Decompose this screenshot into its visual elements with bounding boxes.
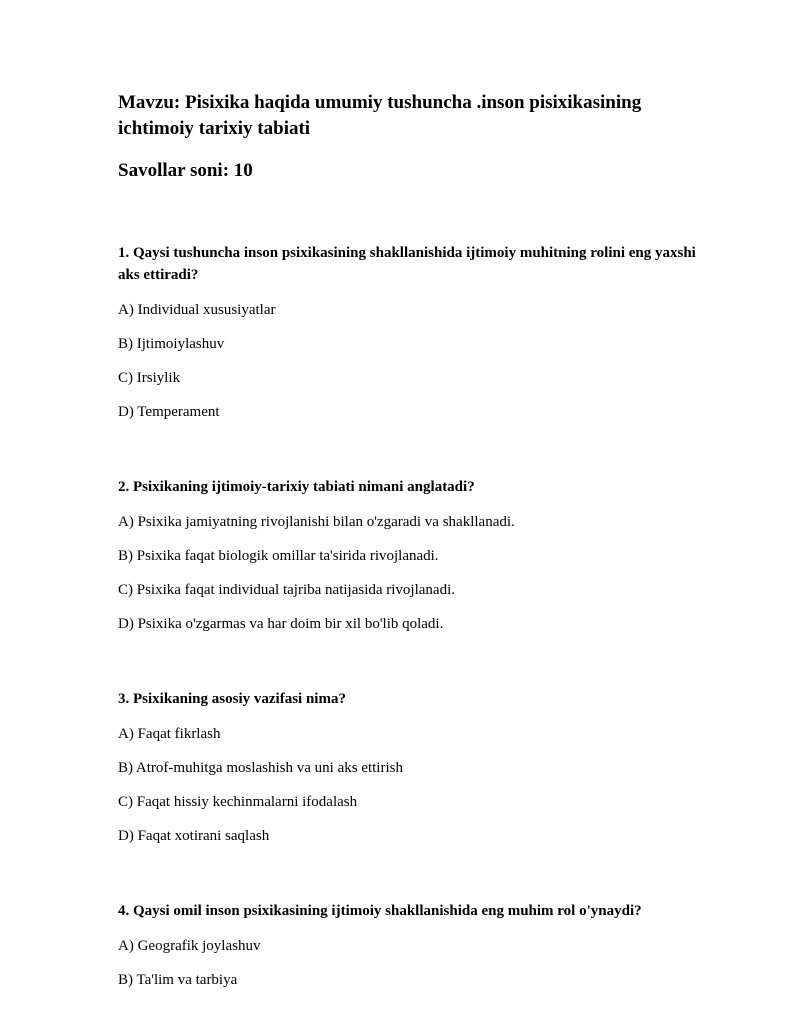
answer-option: D) Faqat xotirani saqlash	[118, 828, 270, 844]
answer-option: A) Faqat fikrlash	[118, 726, 221, 742]
answer-option: B) Ta'lim va tarbiya	[118, 972, 238, 988]
option-list	[118, 936, 718, 990]
question-text: 1. Qaysi tushuncha inson psixikasining shakllanishida ijtimoiy muhitning rolini eng yaxshi aks ettiradi?	[118, 245, 696, 283]
question-text: 2. Psixikaning ijtimoiy-tarixiy tabiati nimani anglatadi?	[118, 479, 475, 495]
answer-option: D) Temperament	[118, 404, 220, 420]
question-block-2	[118, 476, 718, 634]
answer-option: D) Psixika o'zgarmas va har doim bir xil bo'lib qoladi.	[118, 616, 444, 632]
answer-option: A) Individual xususiyatlar	[118, 302, 276, 318]
answer-option: B) Atrof-muhitga moslashish va uni aks ettirish	[118, 760, 403, 776]
option-list	[118, 724, 718, 846]
answer-option: A) Psixika jamiyatning rivojlanishi bilan o'zgaradi va shakllanadi.	[118, 514, 515, 530]
question-text: 4. Qaysi omil inson psixikasining ijtimoiy shakllanishida eng muhim rol o'ynaydi?	[118, 903, 642, 919]
answer-option: B) Psixika faqat biologik omillar ta'sirida rivojlanadi.	[118, 548, 439, 564]
document-page	[118, 90, 718, 990]
question-block-4	[118, 900, 718, 990]
answer-option: C) Faqat hissiy kechinmalarni ifodalash	[118, 794, 358, 810]
answer-option: A) Geografik joylashuv	[118, 938, 261, 954]
answer-option: C) Psixika faqat individual tajriba natijasida rivojlanadi.	[118, 582, 456, 598]
option-list	[118, 512, 718, 634]
answer-option: C) Irsiylik	[118, 370, 181, 386]
answer-option: B) Ijtimoiylashuv	[118, 336, 225, 352]
question-block-3	[118, 688, 718, 846]
option-list	[118, 300, 718, 422]
question-text: 3. Psixikaning asosiy vazifasi nima?	[118, 691, 346, 707]
question-count: Savollar soni: 10	[118, 160, 253, 181]
question-block-1	[118, 242, 718, 422]
document-title: Mavzu: Pisixika haqida umumiy tushuncha .inson pisixikasining ichtimoiy tarixiy tabiati	[118, 92, 642, 139]
